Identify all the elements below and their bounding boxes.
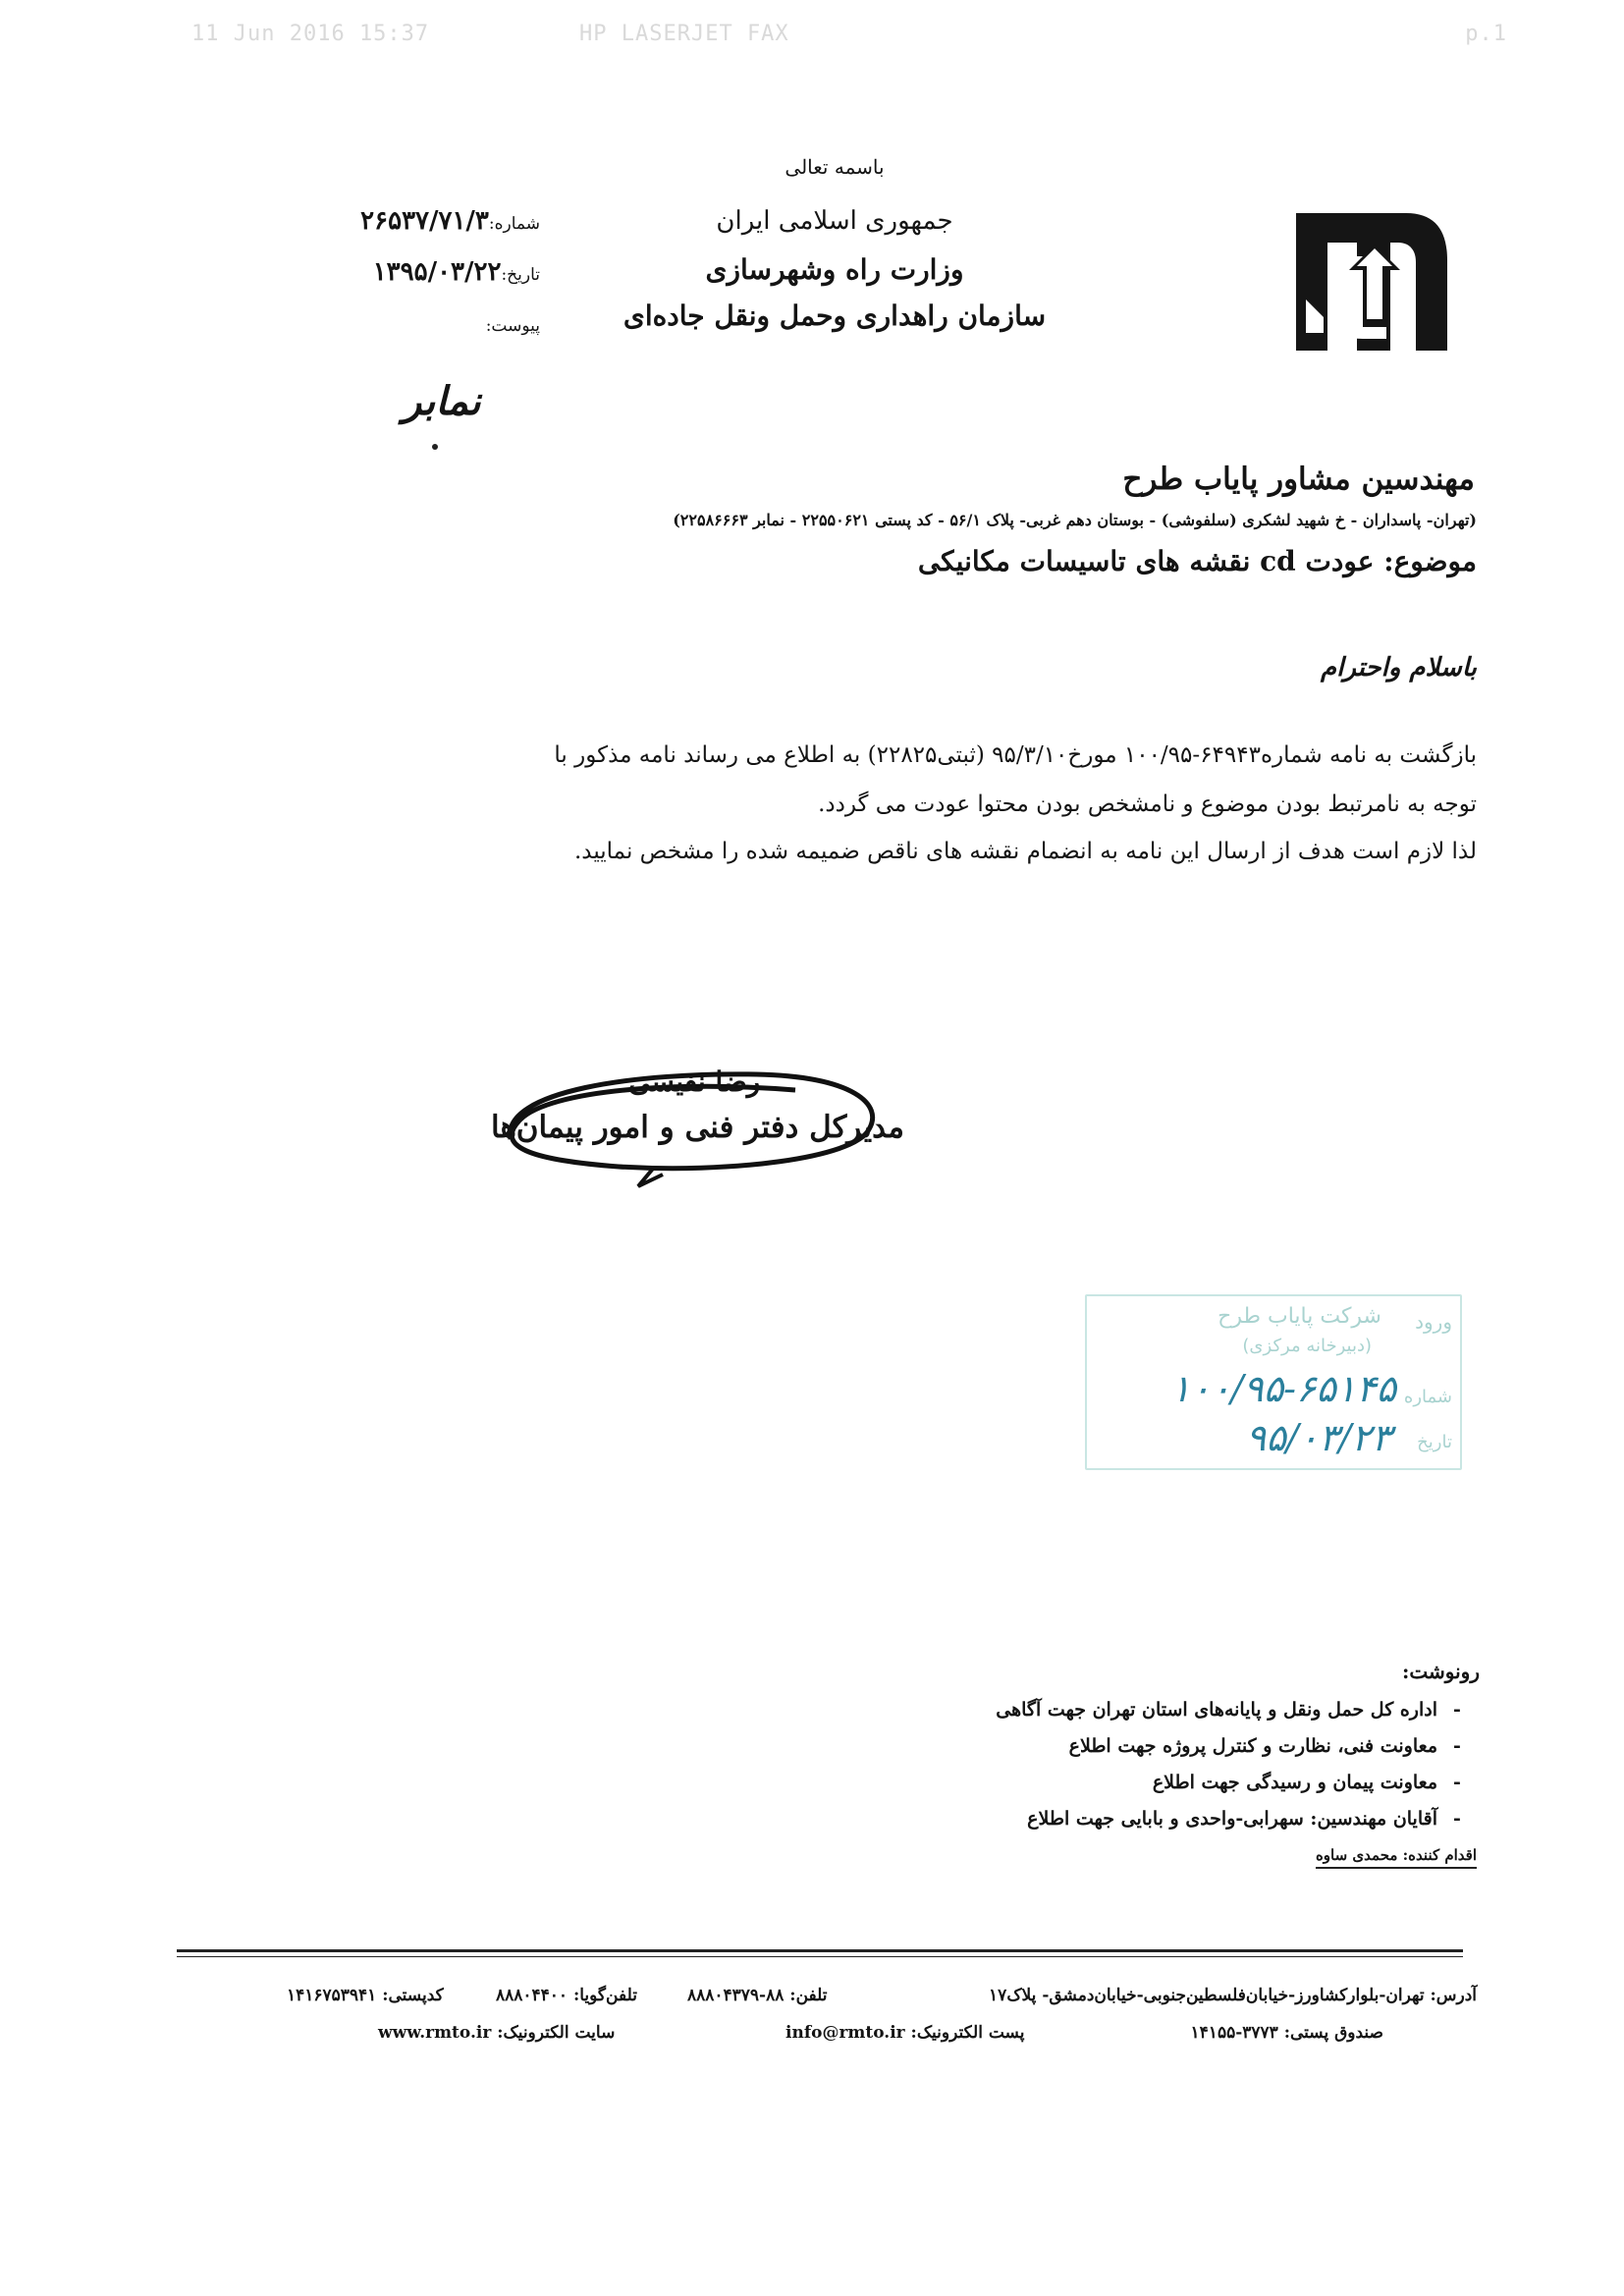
footer-postal-code: کدپستی: ۱۴۱۶۷۵۳۹۴۱ (287, 1986, 444, 2005)
copies-title: رونوشت: (1402, 1660, 1480, 1683)
copy-item-text: آقایان مهندسین: سهرابی-واحدی و بابایی جهت اطلاع (1027, 1808, 1437, 1830)
date-label: تاریخ: (501, 265, 540, 285)
stamp-number-value: ۱۰۰/۹۵-۶۵۱۴۵ (1170, 1367, 1396, 1410)
date-value: ۱۳۹۵/۰۳/۲۲ (372, 257, 502, 287)
action-by: اقدام کننده: محمدی ساوه (1316, 1846, 1477, 1869)
greeting: باسلام واحترام (1321, 653, 1477, 683)
road-arrows-logo-icon (1288, 201, 1455, 358)
signatory-name: رضا نفیسی (628, 1066, 761, 1098)
footer-voice-phone: تلفن‌گویا: ۸۸۸۰۴۴۰۰ (496, 1986, 637, 2005)
stamp-date-value: ۹۵/۰۳/۲۳ (1245, 1416, 1391, 1459)
recipient-name: مهندسین مشاور پایاب طرح (1122, 462, 1475, 497)
attachment-label: پیوست: (485, 316, 540, 336)
organization-name: سازمان راهداری وحمل ونقل جاده‌ای (623, 300, 1047, 332)
footer-rule-top (177, 1949, 1463, 1952)
stamp-company: شرکت پایاب طرح (1218, 1304, 1381, 1329)
copy-item (789, 1772, 1477, 1808)
fax-device: HP LASERJET FAX (579, 22, 789, 46)
country-name: جمهوری اسلامی ایران (716, 206, 953, 236)
copy-item (789, 1808, 1477, 1844)
footer-po-box: صندوق پستی: ۳۷۷۳-۱۴۱۵۵ (1190, 2023, 1383, 2043)
stamp-incoming-label: ورود (1415, 1310, 1452, 1334)
recipient-address: (تهران- پاسداران - خ شهید لشکری (سلفوشی) - بوستان دهم غربی- پلاک ۵۶/۱ - کد پستی ۲۲۵۵۰۶۲۱ - نمابر ۲۲۵۸۶۶۶۳) (673, 511, 1477, 529)
copy-item (789, 1699, 1477, 1735)
letter-date (295, 257, 540, 287)
invocation: باسمه تعالی (785, 155, 885, 179)
footer-phone: تلفن: ۸۸-۸۸۸۰۴۳۷۹ (687, 1986, 828, 2005)
number-label: شماره: (488, 214, 540, 234)
stamp-number-label: شماره (1403, 1387, 1452, 1407)
letter-subject: موضوع: عودت cd نقشه های تاسیسات مکانیکی (917, 545, 1477, 577)
copy-item (789, 1735, 1477, 1772)
body-line-2: توجه به نامرتبط بودن موضوع و نامشخص بودن محتوا عودت می گردد. (818, 792, 1477, 817)
footer-address: آدرس: تهران-بلوارکشاورز-خیابان‌فلسطین‌جنوبی-خیابان‌دمشق- پلاک۱۷ (989, 1986, 1477, 2005)
footer-email[interactable]: پست الکترونیک: info@rmto.ir (785, 2023, 1025, 2043)
copy-item-text: اداره کل حمل ونقل و پایانه‌های استان تهران جهت آگاهی (996, 1699, 1437, 1721)
copies-list (789, 1699, 1477, 1844)
copy-item-text: معاونت فنی، نظارت و کنترل پروژه جهت اطلاع (1068, 1735, 1437, 1757)
signatory-title: مدیرکل دفتر فنی و امور پیمان‌ها (491, 1110, 904, 1145)
ink-dot (432, 444, 438, 450)
fax-page: p.1 (1465, 22, 1507, 46)
letter-number (295, 206, 540, 236)
ministry-name: وزارت راه وشهرسازی (705, 253, 964, 286)
body-line-1: بازگشت به نامه شماره۶۴۹۴۳-۱۰۰/۹۵ مورخ۹۵/۳/۱۰ (ثبتی۲۲۸۲۵) به اطلاع می رساند نامه مذکور با (554, 742, 1477, 768)
copy-dash: - (1453, 1699, 1461, 1721)
body-line-3: لذا لازم است هدف از ارسال این نامه به انضمام نقشه های ناقص ضمیمه شده را مشخص نمایید. (573, 839, 1477, 864)
rmto-logo (1288, 201, 1455, 358)
copy-dash: - (1453, 1735, 1461, 1757)
copy-dash: - (1453, 1808, 1461, 1830)
letter-attachment (295, 316, 540, 336)
copy-dash: - (1453, 1772, 1461, 1793)
stamp-subtitle: (دبیرخانه مرکزی) (1242, 1336, 1372, 1356)
received-stamp (1085, 1294, 1462, 1470)
number-value: ۲۶۵۳۷/۷۱/۳ (360, 206, 489, 236)
fax-datetime: 11 Jun 2016 15:37 (191, 22, 430, 46)
footer-website[interactable]: سایت الکترونیک: www.rmto.ir (378, 2023, 616, 2043)
copy-item-text: معاونت پیمان و رسیدگی جهت اطلاع (1152, 1772, 1437, 1793)
footer-rule-bottom (177, 1956, 1463, 1957)
stamp-date-label: تاریخ (1417, 1432, 1452, 1452)
handwritten-fax-note: نمابر (403, 378, 481, 424)
